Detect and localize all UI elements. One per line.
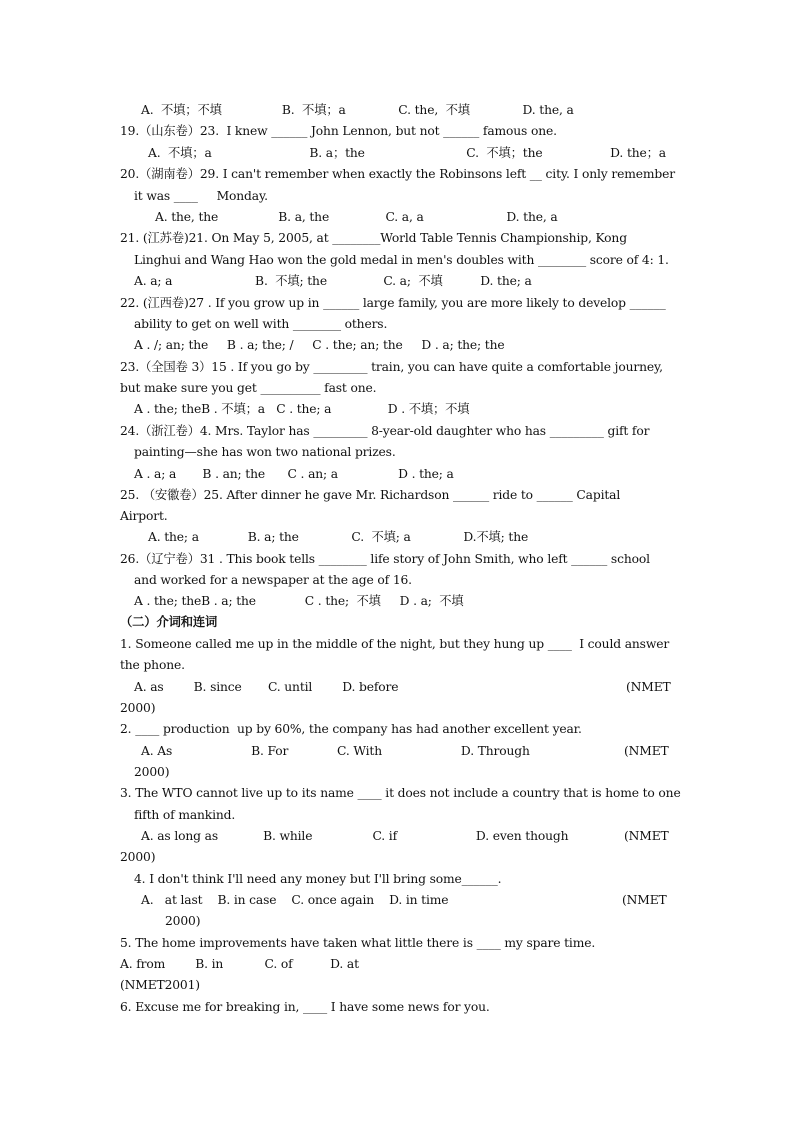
q23-stem: 23.（全国卷 3）15 . If you go by _________ train, you can have quite a comfortable journey, bbox=[120, 360, 663, 374]
q22-options: A . /; an; the B . a; the; / C . the; an; the D . a; the; the bbox=[134, 338, 505, 352]
q21-options: A. a; a B. 不填; the C. a; 不填 D. the; a bbox=[134, 274, 532, 288]
p5-options: A. from B. in C. of D. at bbox=[120, 957, 359, 971]
p5-stem: 5. The home improvements have taken what little there is ____ my spare time. bbox=[120, 936, 596, 950]
p4-options: A. at last B. in case C. once again D. in time bbox=[141, 893, 449, 907]
q25-stem: 25. （安徽卷）25. After dinner he gave Mr. Richardson ______ ride to ______ Capital bbox=[120, 488, 621, 502]
p6-stem: 6. Excuse me for breaking in, ____ I have some news for you. bbox=[120, 1000, 490, 1014]
p3-options: A. as long as B. while C. if D. even though bbox=[141, 829, 569, 843]
q22-stem-cont: ability to get on well with ________ others. bbox=[134, 317, 388, 331]
p2-options: A. As B. For C. With D. Through bbox=[141, 744, 530, 758]
q19-options: A. 不填；a B. a；the C. 不填；the D. the；a bbox=[148, 146, 666, 160]
p1-source-year: 2000) bbox=[120, 701, 156, 715]
q20-options: A. the, the B. a, the C. a, a D. the, a bbox=[155, 210, 558, 224]
q20-stem: 20.（湖南卷）29. I can't remember when exactly the Robinsons left __ city. I only remember bbox=[120, 167, 675, 181]
p1-stem-cont: the phone. bbox=[120, 658, 185, 672]
p1-stem: 1. Someone called me up in the middle of the night, but they hung up ____ I could answer bbox=[120, 637, 670, 651]
q19-stem: 19.（山东卷）23. I knew ______ John Lennon, but not ______ famous one. bbox=[120, 124, 557, 138]
p3-source: (NMET bbox=[624, 829, 669, 843]
q23-stem-cont: but make sure you get __________ fast one. bbox=[120, 381, 377, 395]
q23-options: A . the; theB . 不填；a C . the; a D . 不填；不填 bbox=[134, 402, 470, 416]
p3-stem: 3. The WTO cannot live up to its name ____ it does not include a country that is home to one bbox=[120, 786, 681, 800]
p4-source-year: 2000) bbox=[165, 914, 201, 928]
q26-options: A . the; theB . a; the C . the; 不填 D . a; 不填 bbox=[134, 594, 464, 608]
q18-options: A. 不填；不填 B. 不填；a C. the, 不填 D. the, a bbox=[141, 103, 574, 117]
q20-stem-cont: it was ____ Monday. bbox=[134, 189, 268, 203]
q24-stem: 24.（浙江卷）4. Mrs. Taylor has _________ 8-year-old daughter who has _________ gift for bbox=[120, 424, 650, 438]
p1-source: (NMET bbox=[626, 680, 671, 694]
q21-stem-cont: Linghui and Wang Hao won the gold medal in men's doubles with ________ score of 4: 1. bbox=[134, 253, 669, 267]
p3-stem-cont: fifth of mankind. bbox=[134, 808, 236, 822]
p4-stem: 4. I don't think I'll need any money but I'll bring some______. bbox=[134, 872, 502, 886]
q25-options: A. the; a B. a; the C. 不填; a D.不填; the bbox=[148, 530, 529, 544]
p4-source: (NMET bbox=[622, 893, 667, 907]
p5-source: (NMET2001) bbox=[120, 978, 200, 992]
q26-stem-cont: and worked for a newspaper at the age of 16. bbox=[134, 573, 412, 587]
q26-stem: 26.（辽宁卷）31 . This book tells ________ life story of John Smith, who left ______ school bbox=[120, 552, 650, 566]
p2-stem: 2. ____ production up by 60%, the company has had another excellent year. bbox=[120, 722, 582, 736]
q21-stem: 21. (江苏卷)21. On May 5, 2005, at ________World Table Tennis Championship, Kong bbox=[120, 231, 627, 245]
p3-source-year: 2000) bbox=[120, 850, 156, 864]
q24-stem-cont: painting—she has won two national prizes. bbox=[134, 445, 396, 459]
section-heading: （二）介词和连词 bbox=[120, 614, 218, 629]
p2-source: (NMET bbox=[624, 744, 669, 758]
p2-source-year: 2000) bbox=[134, 765, 170, 779]
q25-stem-cont: Airport. bbox=[120, 509, 168, 523]
p1-options: A. as B. since C. until D. before bbox=[134, 680, 399, 694]
q24-options: A . a; a B . an; the C . an; a D . the; a bbox=[134, 467, 454, 481]
q22-stem: 22. (江西卷)27 . If you grow up in ______ large family, you are more likely to develop ______ bbox=[120, 296, 666, 310]
